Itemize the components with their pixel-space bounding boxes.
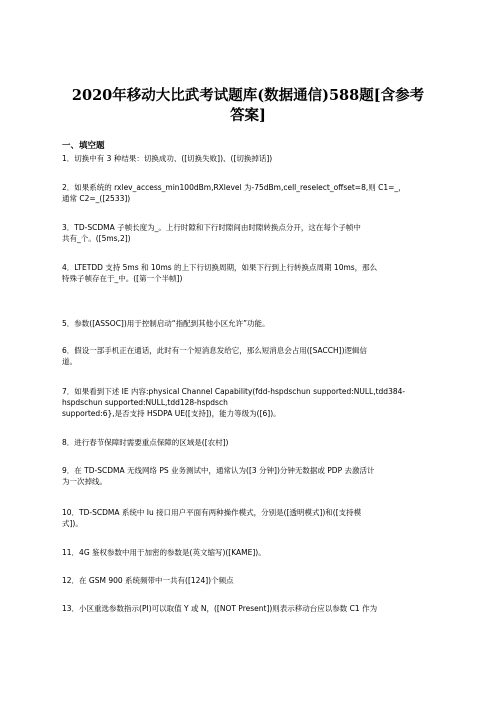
question-number: 11． (62, 548, 80, 557)
question-line (62, 345, 432, 356)
question-text: 假设一部手机正在通话，此时有一个短消息发给它，那么短消息会占用([SACCH])逻辑信 (74, 346, 367, 355)
question-line (62, 397, 432, 408)
question-text: 切换中有 3 种结果：切换成功、([切换失败])、([切换掉话]) (74, 154, 273, 163)
question-item (62, 437, 432, 448)
question-number: 5． (62, 319, 75, 328)
question-number: 6． (62, 346, 75, 355)
question-text: 如果看到下述 IE 内容:physical Channel Capability(fdd-hspdschun supported:NULL,tdd384- (74, 387, 406, 396)
question-text: 如果系统的 rxlev_access_min100dBm,RXlevel 为-75dBm,cell_reselect_offset=8,则 C1=_， (74, 183, 406, 192)
question-line (62, 318, 432, 329)
question-line (62, 193, 432, 204)
question-item (62, 262, 432, 284)
question-number: 8． (62, 438, 75, 447)
question-number: 3． (62, 223, 75, 232)
question-item (62, 153, 432, 164)
question-item (62, 507, 432, 529)
question-text: 共有_个。([5ms,2]) (62, 234, 131, 243)
question-text: supported:6},是否支持 HSDPA UE([支持])，能力等级为([6])。 (62, 409, 281, 418)
question-number: 9． (62, 466, 75, 475)
question-item (62, 575, 432, 586)
question-line (62, 222, 432, 233)
question-line (62, 182, 432, 193)
question-number: 1． (62, 154, 75, 163)
question-line (62, 386, 432, 397)
question-line (62, 273, 432, 284)
question-text: 4G 鉴权参数中用于加密的参数是(英文缩写)([KAME])。 (79, 548, 266, 557)
question-text: 进行春节保障时需要重点保障的区域是([农村]) (74, 438, 229, 447)
question-item (62, 547, 432, 558)
question-line (62, 603, 432, 614)
question-item (62, 386, 432, 419)
question-text: 式])。 (62, 519, 83, 528)
question-text: LTETDD 支持 5ms 和 10ms 的上下行切换周期，如果下行到上行转换点周期 10ms，那么 (74, 263, 378, 272)
question-line (62, 518, 432, 529)
question-line (62, 356, 432, 367)
question-text: 道。 (62, 357, 77, 366)
question-number: 10． (62, 508, 80, 517)
question-text: 参数([ASSOC])用于控制启动“指配到其他小区允许”功能。 (74, 319, 270, 328)
question-line (62, 507, 432, 518)
question-text: hspdschun supported:NULL,tdd128-hspdsch (62, 398, 228, 407)
question-line (62, 437, 432, 448)
question-line (62, 476, 432, 487)
question-item (62, 222, 432, 244)
question-item (62, 465, 432, 487)
question-text: 特殊子帧存在于_中。([第一个半帧]) (62, 274, 183, 283)
question-item (62, 318, 432, 329)
question-line (62, 465, 432, 476)
section-heading: 一、填空题 (62, 141, 105, 151)
title-line-2: 答案] (230, 107, 266, 124)
question-text: TD-SCDMA 系统中 Iu 接口用户平面有两种操作模式，分别是([透明模式])和([支持模 (79, 508, 362, 517)
question-number: 12． (62, 576, 80, 585)
question-item (62, 603, 432, 614)
question-text: 小区重选参数指示(PI)可以取值 Y 或 N，([NOT Present])则表示移动台应以参数 C1 作为 (79, 604, 378, 613)
question-item (62, 182, 432, 204)
question-line (62, 262, 432, 273)
question-line (62, 233, 432, 244)
question-line (62, 575, 432, 586)
document-title (60, 86, 436, 126)
question-number: 2． (62, 183, 75, 192)
question-text: 在 TD-SCDMA 无线网络 PS 业务测试中，通常认为([3 分钟])分钟无数据或 PDP 去激活计 (74, 466, 375, 475)
question-item (62, 345, 432, 367)
question-text: 为一次掉线。 (62, 477, 107, 486)
question-line (62, 408, 432, 419)
question-number: 7． (62, 387, 75, 396)
question-text: 在 GSM 900 系统频带中一共有([124])个频点 (79, 576, 234, 585)
question-text: 通常 C2=_([2533]) (62, 194, 131, 203)
question-line (62, 547, 432, 558)
question-number: 4． (62, 263, 75, 272)
title-line-1: 2020年移动大比武考试题库(数据通信)588题[含参考 (71, 87, 425, 104)
question-number: 13． (62, 604, 80, 613)
question-line (62, 153, 432, 164)
question-text: TD-SCDMA 子帧长度为_。上行时隙和下行时隙间由时隙转换点分开，这在每个子帧中 (74, 223, 361, 232)
